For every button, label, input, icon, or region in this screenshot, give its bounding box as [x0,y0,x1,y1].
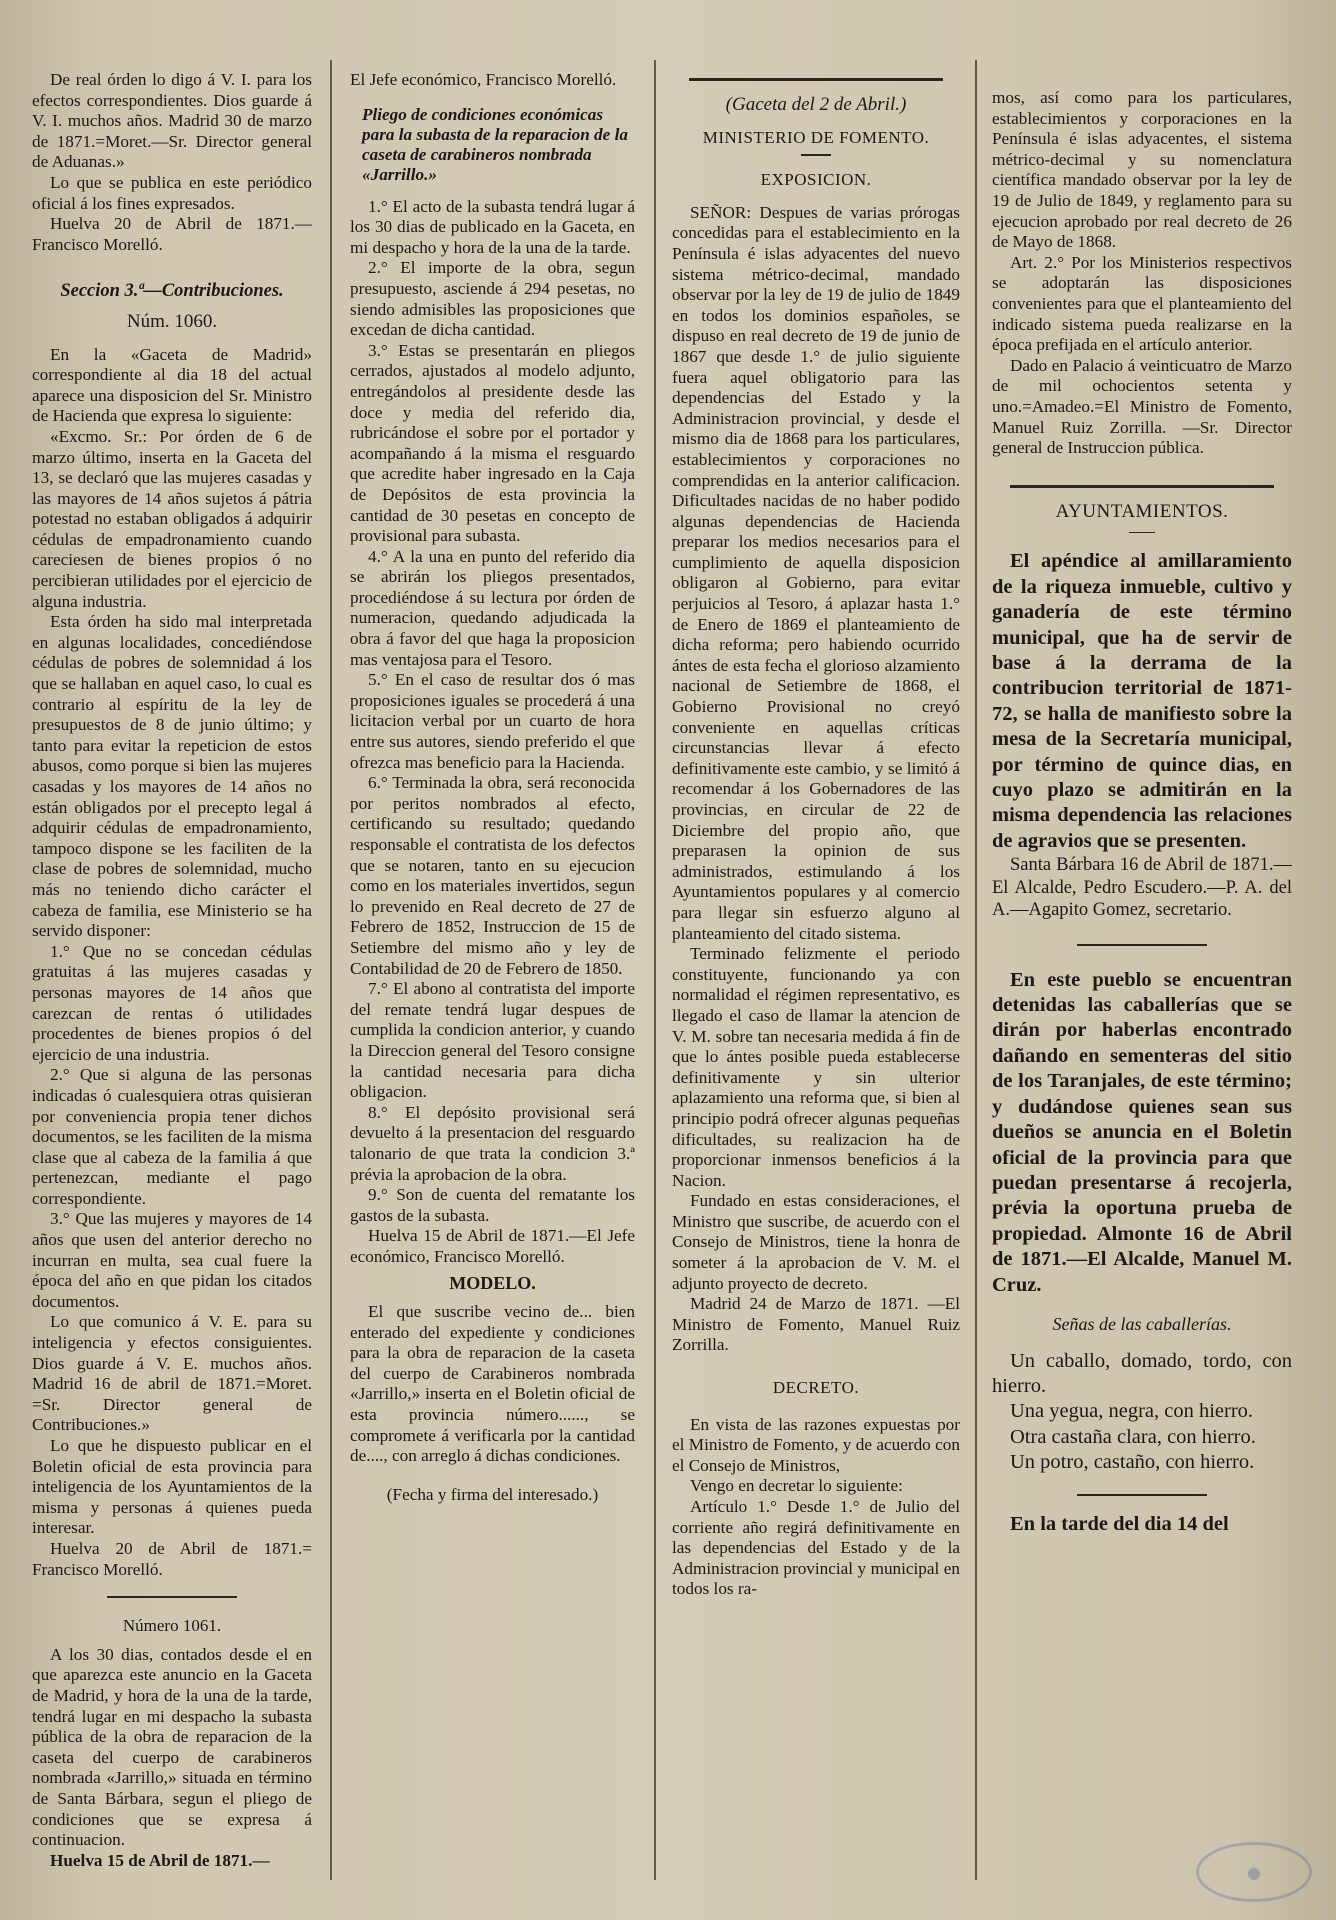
column-divider [330,60,332,1880]
paragraph: Vengo en decretar lo siguiente: [690,1476,903,1496]
column-divider [975,60,977,1880]
paragraph: 2.° Que si alguna de las personas indicadas ó cualesquiera otras quisieran por conveniencia propia tener dichos documentos, se les faciliten de la misma clase que al cabeza de la familia á que pertenezcan, mediante el pago correspondiente. [32,1065,312,1208]
notice-number: Número 1061. [122,1616,222,1636]
separator-rule [1010,485,1274,488]
ministry-heading: MINISTERIO DE FOMENTO. [702,127,930,147]
column-1 [32,70,312,1870]
list-item: Un caballo, domado, tordo, con hierro. [992,1349,1292,1397]
separator-rule [107,1596,237,1598]
paragraph: Fundado en estas consideraciones, el Ministro que suscribe, de acuerdo con el Consejo de Ministros, tiene la honra de someter á la aprobacion de V. M. el adjunto proyecto de decreto. [672,1191,960,1293]
condition-item: 8.° El depósito provisional será devuelto á la presentacion del resguardo talonario de que trata la condicion 3.ª prévia la aprobacion de la obra. [350,1102,635,1184]
condition-item: 6.° Terminada la obra, será reconocida por peritos nombrados al efecto, certificando su resultado; quedando responsable el contratista de los defectos que se notaren, tanto en su ejecucion como en los materiales invertidos, segun lo prevenido en Real decreto de 27 de Febrero de 1852, Instruccion de 15 de Setiembre del mismo año y ley de Contabilidad de 20 de Febrero de 1850. [350,773,635,978]
separator-rule [801,154,831,156]
condition-item: 1.° El acto de la subasta tendrá lugar á los 30 dias de publicado en la Gaceta, en mi despacho y hora de la una de la tarde. [350,196,635,257]
section-heading: Seccion 3.ª—Contribuciones. [60,281,284,302]
paragraph: Artículo 1.° Desde 1.° de Julio del corriente año regirá definitivamente en las dependencias del Estado y de la Administracion provincial y municipal en todos los ra- [672,1497,960,1599]
paragraph: Huelva 15 de Abril de 1871.— [50,1850,270,1870]
source-heading: (Gaceta del 2 de Abril.) [725,94,907,115]
paragraph: Art. 2.° Por los Ministerios respectivos se adoptarán las disposiciones convenientes para que el planteamiento del indicado sistema pueda realizarse en la época prefijada en el artículo anterior. [992,252,1292,355]
paragraph: Huelva 20 de Abril de 1871.—Francisco Morelló. [32,214,312,254]
condition-item: 5.° En el caso de resultar dos ó mas proposiciones iguales se procederá á una licitacion verbal por un cuarto de hora entre sus autores, siendo preferido el que ofrezca mas beneficio para la Hacienda. [350,670,635,772]
signature-note: (Fecha y firma del interesado.) [386,1484,599,1504]
condition-item: 2.° El importe de la obra, segun presupuesto, asciende á 294 pesetas, no siendo admisibles las proposiciones que excedan de dicha cantidad. [350,258,635,340]
paragraph: Huelva 15 de Abril de 1871.—El Jefe económico, Francisco Morelló. [350,1226,635,1266]
notice-paragraph: El apéndice al amillaramiento de la riqueza inmueble, cultivo y ganadería de este término municipal, que ha de servir de base á la derrama de la contribucion territorial de 1871-72, se halla de manifiesto sobre la mesa de la Secretaría municipal, por término de quince dias, en cuyo plazo se admitirán en la misma dependencia las relaciones de agravios que se presenten. [992,550,1292,852]
list-item: Una yegua, negra, con hierro. [1010,1400,1254,1423]
paragraph: Terminado felizmente el periodo constituyente, funcionando ya con normalidad el régimen representativo, es llegado el caso de llamar la atencion de V. M. sobre tan necesaria medida á fin de que lo ántes posible pueda establecerse definitivamente y sin ulterior aplazamiento una reforma que, si bien al principio podrá ofrecer algunas pequeñas dificultades, su realizacion ha de proporcionar inmensos beneficios á la Nacion. [672,944,960,1190]
conditions-heading: Pliego de condiciones económicas para la subasta de la reparacion de la caseta de carabineros nombrada «Jarrillo.» [362,104,628,184]
column-3 [672,70,960,1870]
paragraph: De real órden lo digo á V. I. para los efectos correspondientes. Dios guarde á V. I. muchos años. Madrid 30 de marzo de 1871.=Moret.—Sr. Director general de Aduanas.» [32,70,312,172]
list-item: Otra castaña clara, con hierro. [1010,1425,1256,1448]
list-item: Un potro, castaño, con hierro. [1010,1451,1255,1474]
model-heading: MODELO. [449,1273,536,1294]
paragraph: 1.° Que no se concedan cédulas gratuitas á las mujeres casadas y personas mayores de 14 años que carezcan de rentas ó utilidades procedentes de bienes propios ó del ejercicio de una industria. [32,941,312,1064]
paragraph: Dado en Palacio á veinticuatro de Marzo de mil ochocientos setenta y uno.=Amadeo.=El Ministro de Fomento, Manuel Ruiz Zorrilla. —Sr. Director general de Instruccion pública. [992,355,1292,458]
paragraph: En la «Gaceta de Madrid» correspondiente al dia 18 del actual aparece una disposicion del Sr. Ministro de Hacienda que expresa lo siguiente: [32,344,312,426]
paragraph: A los 30 dias, contados desde el en que aparezca este anuncio en la Gaceta de Madrid, y hora de la una de la tarde, tendrá lugar en mi despacho la subasta pública de la obra de reparacion de la caseta del cuerpo de carabineros nombrada «Jarrillo,» situada en término de Santa Bárbara, segun el pliego de condiciones que se expresa á continuacion. [32,1644,312,1850]
paragraph: Madrid 24 de Marzo de 1871. —El Ministro de Fomento, Manuel Ruiz Zorrilla. [672,1294,960,1355]
paragraph: SEÑOR: Despues de varias prórogas concedidas para el establecimiento en la Península é islas adyacentes del nuevo sistema métrico-decimal, mandado observar por la ley de 19 de julio de 1849 en todos los dominios españoles, se dispuso en real decreto de 19 de junio de 1867 que desde 1.° de julio siguiente fuera aquel obligatorio para las dependencias del Estado y la Administracion provincial, y desde el mismo dia de 1868 para los particulares, establecimientos y corporaciones no comprendidas en la anterior calificacion. Dificultades nacidas de no haber podido algunas dependencias de Hacienda preparar los medios necesarios para el cumplimiento de aquella disposicion obligaron al Gobierno, para evitar perjuicios al Tesoro, á aplazar hasta 1.° de Enero de 1869 el planteamiento de dicha reforma; pero habiendo ocurrido ántes de esta fecha el glorioso alzamiento nacional de Setiembre de 1868, el Gobierno Provisional no creyó conveniente en aquellas críticas circunstancias llevar á efecto definitivamente este cambio, y se limitó á recomendar á los Gobernadores de las provincias, en circular de 22 de Diciembre del propio año, que preparasen la opinion de sus administrados, estimulando á los Ayuntamientos populares y al comercio para llegar sin esfuerzo alguno al planteamiento del citado sistema. [672,202,960,943]
ayuntamientos-heading: AYUNTAMIENTOS. [1055,500,1229,522]
paragraph: Lo que se publica en este periódico oficial á los fines expresados. [32,172,312,213]
separator-rule [689,78,942,81]
paragraph: mos, así como para los particulares, establecimientos y corporaciones en la Península é islas adyacentes, el sistema métrico-decimal y su nomenclatura científica mandado observar por la ley de 19 de Julio de 1849, y reglamento para su ejecucion aprobado por real decreto de 26 de Mayo de 1868. [992,88,1292,252]
column-4 [992,88,1292,1888]
condition-item: 3.° Estas se presentarán en pliegos cerrados, ajustados al modelo adjunto, entregándolos al presidente desde las doce y media del referido dia, rubricándose el sobre por el portador y acompañando á la misma el resguardo que acredite haber ingresado en la Caja de Depósitos de esta provincia la cantidad de 30 pesetas en concepto de provisional para subasta. [350,340,635,546]
paragraph: Lo que comunico á V. E. para su inteligencia y efectos consiguientes. Dios guarde á V. E. muchos años. Madrid 16 de abril de 1871.=Moret. =Sr. Director general de Contribuciones.» [32,1312,312,1435]
paragraph: En vista de las razones expuestas por el Ministro de Fomento, y de acuerdo con el Consejo de Ministros, [672,1414,960,1475]
paragraph: Esta órden ha sido mal interpretada en algunas localidades, concediéndose cédulas de pobres de solemnidad á los que se hallaban en aquel caso, lo cual es contrario al espíritu de la ley de presupuestos de 8 de junio último; y tanto para evitar la repeticion de estos abusos, como porque si bien las mujeres casadas y los mayores de 14 años no están obligados por el precepto legal á adquirir cédulas de empadronamiento, tampoco dispone se les faciliten de la clase de pobres de solemnidad, mucho más no teniendo dicho carácter el cabeza de familia, ese Ministerio se ha servido disponer: [32,612,312,941]
paragraph: Lo que he dispuesto publicar en el Boletin oficial de esta provincia para inteligencia de los Ayuntamientos de la misma y personas á quienes pueda interesar. [32,1436,312,1538]
notice-number: Núm. 1060. [126,310,218,332]
paragraph: Santa Bárbara 16 de Abril de 1871.—El Alcalde, Pedro Escudero.—P. A. del A.—Agapito Gomez, secretario. [992,855,1292,921]
column-2 [350,70,635,1870]
separator-rule [1077,1494,1207,1496]
paragraph: El Jefe económico, Francisco Morelló. [350,70,617,89]
paragraph: «Excmo. Sr.: Por órden de 6 de marzo último, inserta en la Gaceta del 13, se declaró que las mujeres casadas y las mayores de 14 años sujetos á pátria potestad no estaban obligados á adquirir cédulas de empadronamiento cuando careciesen de bienes propios ó no percibieran utilidades por el ejercicio de alguna industria. [32,426,312,611]
condition-item: 4.° A la una en punto del referido dia se abrirán los pliegos presentados, procediéndose á su lectura por órden de numeracion, quedando adjudicada la obra á favor del que haga la proposicion mas ventajosa para el Tesoro. [350,546,635,669]
separator-rule [1129,532,1155,533]
separator-rule [1077,944,1207,946]
notice-paragraph: En la tarde del dia 14 del [1010,1512,1229,1535]
column-divider [654,60,656,1880]
decree-heading: DECRETO. [772,1378,860,1398]
condition-item: 9.° Son de cuenta del rematante los gastos de la subasta. [350,1185,635,1225]
exposition-heading: EXPOSICION. [760,170,872,190]
paragraph: 3.° Que las mujeres y mayores de 14 años que usen del anterior derecho no incurran en multa, sea cual fuere la época del año en que pidan los citados documentos. [32,1209,312,1311]
paragraph: El que suscribe vecino de... bien enterado del expediente y condiciones para la obra de reparacion de la caseta del cuerpo de Carabineros nombrada «Jarrillo,» inserta en el Boletin oficial de esta provincia número......, se compromete á verificarla por la cantidad de...., con arreglo á dichas condiciones. [350,1302,635,1466]
condition-item: 7.° El abono al contratista del importe del remate tendrá lugar despues de cumplida la condicion anterior, y cuando la Direccion general del Tesoro consigne la cantidad necesaria para dicha obligacion. [350,979,635,1102]
library-stamp: ● [1196,1842,1312,1902]
list-heading: Señas de las caballerías. [1052,1313,1232,1334]
notice-paragraph: En este pueblo se encuentran detenidas las caballerías que se dirán por haberlas encontrado dañando en sementeras del sitio de los Taranjales, de este término; y dudándose quienes sean sus dueños se anuncia en el Boletin oficial de la provincia para que puedan presentarse á recojerla, prévia la oportuna prueba de propiedad. Almonte 16 de Abril de 1871.—El Alcalde, Manuel M. Cruz. [992,968,1292,1296]
paragraph: Huelva 20 de Abril de 1871.= Francisco Morelló. [32,1538,312,1579]
